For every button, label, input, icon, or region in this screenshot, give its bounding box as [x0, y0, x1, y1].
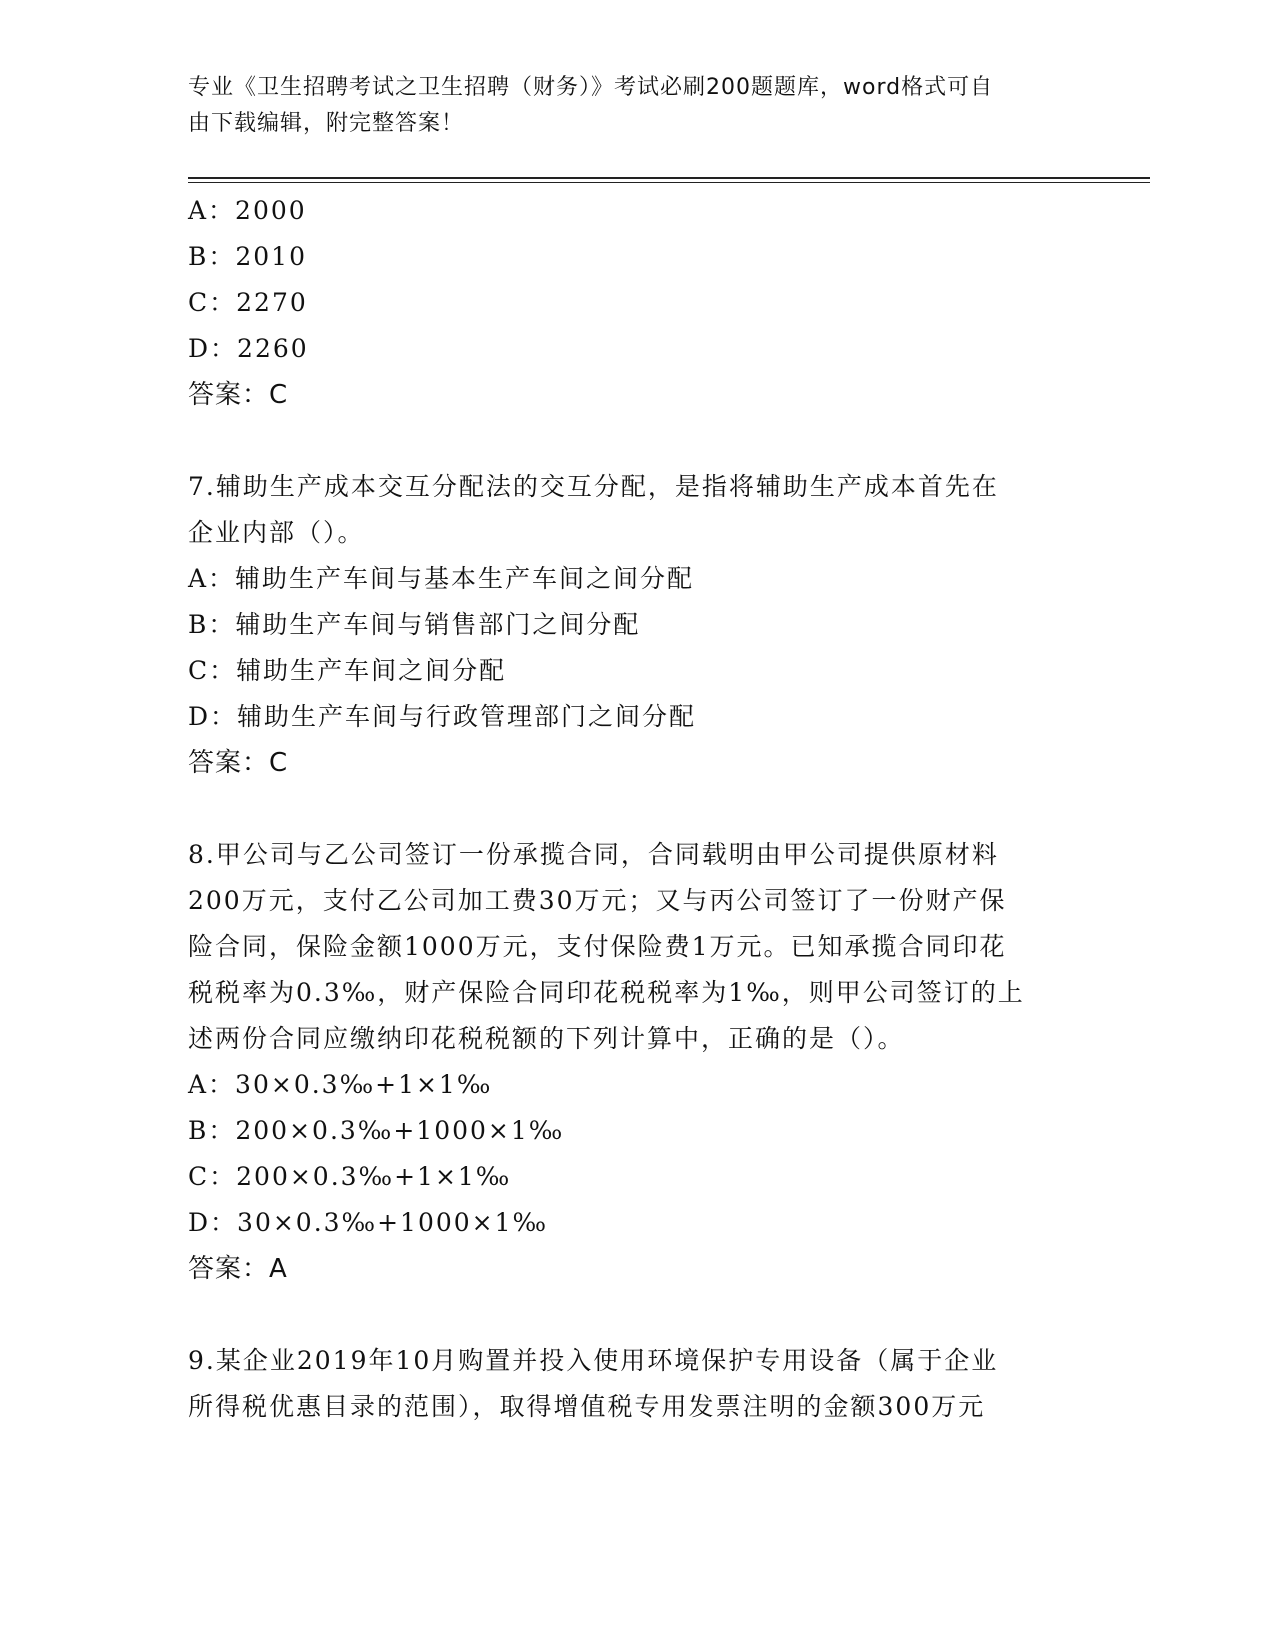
question-8 — [188, 832, 1088, 1292]
option-a: A：30×0.3‰+1×1‰ — [188, 1070, 493, 1099]
question-stem-line: 述两份合同应缴纳印花税税额的下列计算中，正确的是（）。 — [188, 1024, 905, 1053]
header-line-1: 专业《卫生招聘考试之卫生招聘（财务）》考试必刷200题题库，word格式可自 — [188, 75, 994, 100]
option-b: B：200×0.3‰+1000×1‰ — [188, 1116, 565, 1145]
question-content — [188, 188, 1088, 1430]
option-a: A：2000 — [188, 196, 307, 225]
spacer — [188, 786, 1088, 832]
question-stem-line: 税税率为0.3‰，财产保险合同印花税税率为1‰，则甲公司签订的上 — [188, 978, 1025, 1007]
question-9 — [188, 1338, 1088, 1430]
spacer — [188, 418, 1088, 464]
answer: 答案：C — [188, 748, 289, 778]
document-header — [188, 70, 1088, 142]
question-stem-line: 9.某企业2019年10月购置并投入使用环境保护专用设备（属于企业 — [188, 1346, 999, 1375]
option-d: D：2260 — [188, 334, 309, 363]
header-line-2: 由下载编辑，附完整答案！ — [188, 111, 465, 136]
question-stem-line: 所得税优惠目录的范围），取得增值税专用发票注明的金额300万元 — [188, 1392, 986, 1421]
question-stem-line: 企业内部（）。 — [188, 518, 365, 547]
option-a: A：辅助生产车间与基本生产车间之间分配 — [188, 564, 695, 593]
option-c: C：2270 — [188, 288, 308, 317]
question-stem-line: 7.辅助生产成本交互分配法的交互分配，是指将辅助生产成本首先在 — [188, 472, 999, 501]
option-d: D：30×0.3‰+1000×1‰ — [188, 1208, 549, 1237]
header-rule-thick — [188, 177, 1150, 179]
question-7 — [188, 464, 1088, 786]
header-rule-thin — [188, 182, 1150, 183]
question-stem-line: 200万元，支付乙公司加工费30万元；又与丙公司签订了一份财产保 — [188, 886, 1007, 915]
spacer — [188, 1292, 1088, 1338]
answer: 答案：C — [188, 380, 289, 410]
option-d: D：辅助生产车间与行政管理部门之间分配 — [188, 702, 697, 731]
option-c: C：200×0.3‰+1×1‰ — [188, 1162, 512, 1191]
question-stem-line: 8.甲公司与乙公司签订一份承揽合同，合同载明由甲公司提供原材料 — [188, 840, 999, 869]
option-c: C：辅助生产车间之间分配 — [188, 656, 507, 685]
option-b: B：2010 — [188, 242, 307, 271]
option-b: B：辅助生产车间与销售部门之间分配 — [188, 610, 641, 639]
question-stem-line: 险合同，保险金额1000万元，支付保险费1万元。已知承揽合同印花 — [188, 932, 1007, 961]
answer: 答案：A — [188, 1254, 288, 1284]
question-6 — [188, 188, 1088, 418]
